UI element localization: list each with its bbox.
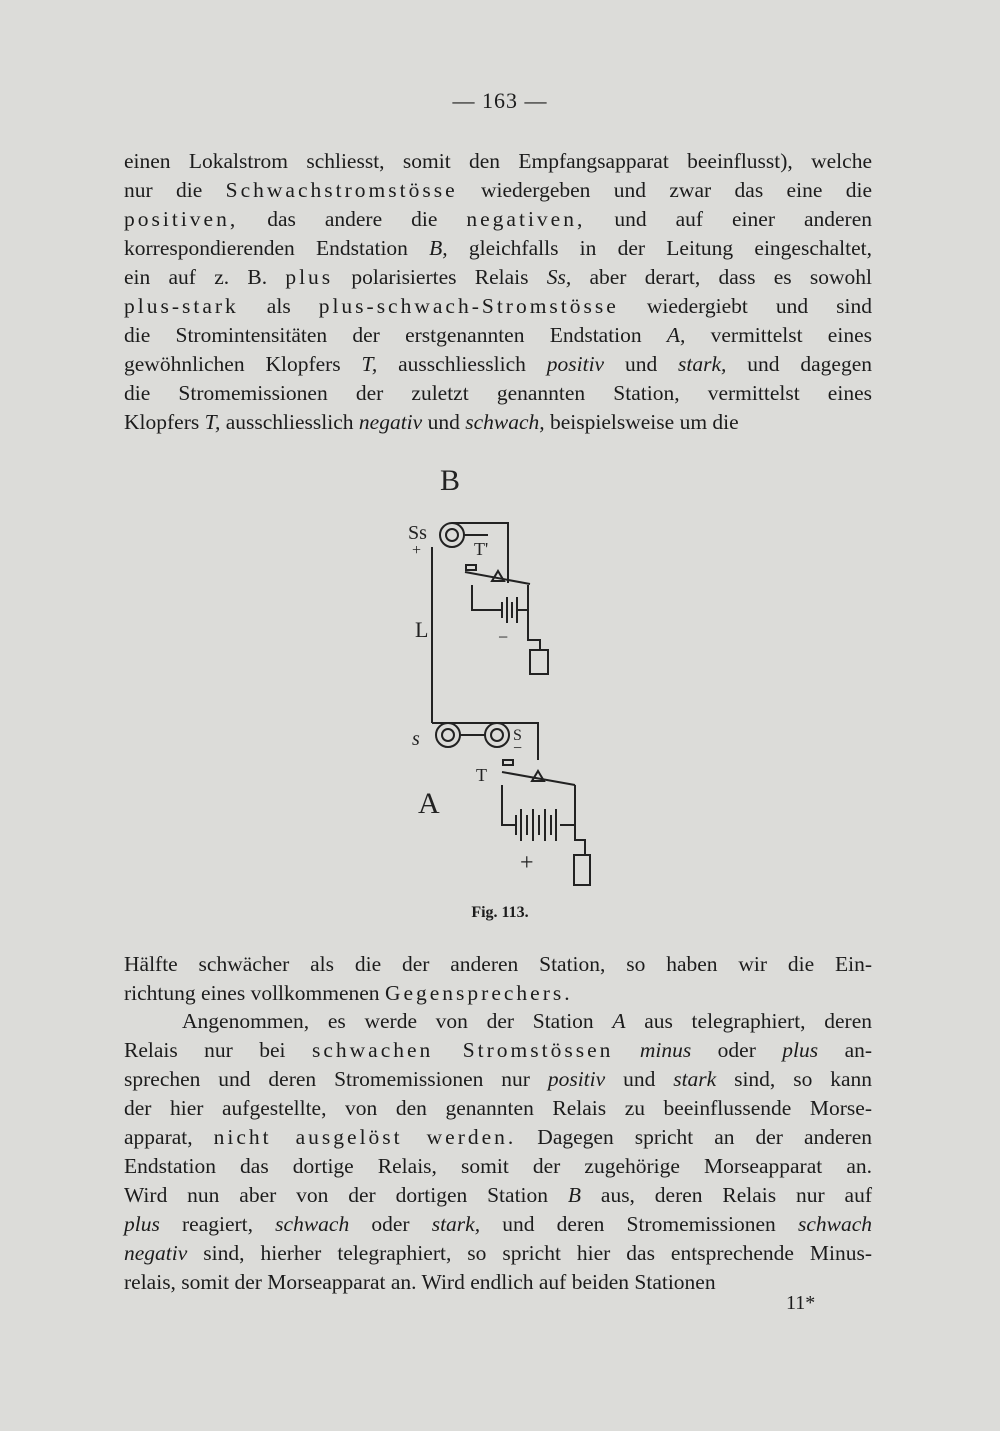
- text-segment: Relais nur bei: [124, 1038, 312, 1062]
- text-segment: sprechen und deren Stromemissionen nur: [124, 1067, 548, 1091]
- text-segment: oder: [691, 1038, 783, 1062]
- text-segment: [613, 1038, 639, 1062]
- text-segment: nicht ausgelöst werden.: [213, 1125, 517, 1149]
- text-segment: schwach: [275, 1212, 350, 1236]
- text-segment: A,: [666, 323, 686, 347]
- text-segment: vermittelst eines: [685, 323, 872, 347]
- text-segment: apparat,: [124, 1125, 214, 1149]
- text-segment: nur die: [124, 178, 226, 202]
- text-segment: und deren Stromemissionen: [480, 1212, 798, 1236]
- text-line: [124, 292, 872, 321]
- text-segment: Schwachstromstösse: [225, 178, 458, 202]
- text-segment: die Stromemissionen der zuletzt genannten Station, vermittelst eines: [124, 381, 872, 405]
- text-segment: plus: [285, 265, 334, 289]
- text-segment: positiv: [546, 352, 605, 376]
- text-segment: ein auf z. B.: [124, 265, 286, 289]
- catchword: 11*: [786, 1292, 816, 1314]
- text-line: [124, 263, 872, 292]
- figure-113-diagram: [390, 455, 610, 900]
- text-segment: und dagegen: [726, 352, 872, 376]
- text-line: [124, 321, 872, 350]
- text-line: [124, 205, 872, 234]
- text-line: [124, 1181, 872, 1210]
- text-segment: Angenommen, es werde von der Station: [182, 1009, 613, 1033]
- text-segment: A: [612, 1009, 626, 1033]
- text-line: [124, 176, 872, 205]
- text-segment: positiven,: [124, 207, 239, 231]
- text-line: [124, 234, 872, 263]
- text-segment: und auf einer anderen: [585, 207, 872, 231]
- ground-plate-bottom: [574, 855, 590, 885]
- text-line: [124, 1094, 872, 1123]
- label-ss: Ss: [408, 522, 427, 544]
- text-segment: sind, hierher telegraphiert, so spricht hier das entsprechende Minus-: [187, 1241, 872, 1265]
- text-segment: gleichfalls in der Leitung eingeschaltet,: [447, 236, 872, 260]
- text-segment: plus: [782, 1038, 819, 1062]
- station-label-b: B: [440, 464, 461, 497]
- text-segment: B: [567, 1183, 582, 1207]
- text-segment: plus-schwach-Stromstösse: [318, 294, 619, 318]
- paragraph-angenommen: [124, 1007, 872, 1297]
- text-line: [124, 1268, 872, 1297]
- text-segment: der hier aufgestellte, von den genannten Relais zu beeinflussende Morse-: [124, 1096, 872, 1120]
- label-t-prime: T': [474, 539, 489, 559]
- label-t: T: [476, 765, 487, 785]
- text-segment: beispielsweise um die: [544, 410, 739, 434]
- text-segment: schwach,: [465, 410, 545, 434]
- paragraph-conclusion: [124, 950, 872, 1008]
- text-segment: relais, somit der Morseapparat an. Wird endlich auf beiden Stationen: [124, 1270, 716, 1294]
- text-line: [124, 1152, 872, 1181]
- text-segment: Endstation das dortige Relais, somit der zugehörige Morseapparat an.: [124, 1154, 872, 1178]
- text-segment: gewöhnlichen Klopfers: [124, 352, 362, 376]
- text-line: [124, 408, 872, 437]
- text-segment: plus: [124, 1212, 160, 1236]
- text-line: [124, 147, 872, 176]
- text-segment: aus telegraphiert, deren: [625, 1009, 872, 1033]
- text-segment: richtung eines vollkommenen: [124, 981, 385, 1005]
- station-label-a: A: [418, 787, 440, 820]
- text-segment: an-: [818, 1038, 873, 1062]
- text-line: [124, 379, 872, 408]
- text-segment: T,: [204, 410, 221, 434]
- label-l: L: [415, 617, 429, 642]
- text-segment: plus-stark: [124, 294, 239, 318]
- text-segment: und: [605, 1067, 674, 1091]
- sign-minus-s: −: [513, 740, 523, 757]
- label-s-upper: S: [513, 727, 522, 744]
- text-segment: Klopfers: [124, 410, 205, 434]
- text-segment: negativen,: [466, 207, 586, 231]
- text-segment: ausschliesslich: [220, 410, 359, 434]
- text-segment: schwachen Stromstössen: [311, 1038, 614, 1062]
- text-segment: Dagegen spricht an der anderen: [516, 1125, 872, 1149]
- text-segment: minus: [639, 1038, 692, 1062]
- text-segment: als: [238, 294, 319, 318]
- text-segment: polarisiertes Relais: [333, 265, 547, 289]
- text-line: [124, 950, 872, 979]
- text-line: [124, 1239, 872, 1268]
- sign-plus-bottom: +: [520, 850, 534, 876]
- text-line: [124, 1036, 872, 1065]
- text-segment: die Stromintensitäten der erstgenannten Endstation: [124, 323, 667, 347]
- text-segment: aber derart, dass es sowohl: [571, 265, 872, 289]
- text-line: [124, 979, 872, 1008]
- text-segment: einen Lokalstrom schliesst, somit den Empfangsapparat beeinflusst), welche: [124, 149, 872, 173]
- relay-ss-coil: [440, 523, 464, 547]
- label-s-lower: s: [412, 728, 420, 750]
- sign-plus-top: +: [412, 542, 422, 559]
- sign-minus-top: −: [498, 627, 509, 647]
- text-segment: reagiert,: [159, 1212, 276, 1236]
- text-segment: Ss,: [546, 265, 572, 289]
- text-line: [124, 350, 872, 379]
- key-t-prime: [465, 572, 530, 584]
- text-segment: T,: [361, 352, 378, 376]
- paragraph-intro: [124, 147, 872, 437]
- text-segment: B,: [429, 236, 448, 260]
- text-segment: das andere die: [238, 207, 467, 231]
- text-segment: stark,: [431, 1212, 481, 1236]
- text-segment: schwach: [797, 1212, 872, 1236]
- text-segment: oder: [349, 1212, 432, 1236]
- text-line: [124, 1007, 872, 1036]
- text-line: [124, 1065, 872, 1094]
- page-number: — 163 —: [452, 88, 548, 113]
- text-segment: stark: [673, 1067, 717, 1091]
- text-segment: negativ: [124, 1241, 188, 1265]
- text-segment: negativ: [358, 410, 423, 434]
- text-segment: stark,: [678, 352, 727, 376]
- text-segment: Gegensprechers.: [384, 981, 573, 1005]
- text-segment: wiedergiebt und sind: [618, 294, 872, 318]
- text-segment: und: [604, 352, 679, 376]
- text-segment: Hälfte schwächer als die der anderen Station, so haben wir die Ein-: [124, 952, 872, 976]
- text-segment: Wird nun aber von der dortigen Station: [124, 1183, 568, 1207]
- relay-s-coil: [436, 723, 460, 747]
- text-segment: aus, deren Relais nur auf: [581, 1183, 872, 1207]
- ground-plate-top: [530, 650, 548, 674]
- text-line: [124, 1123, 872, 1152]
- text-segment: sind, so kann: [716, 1067, 872, 1091]
- text-segment: positiv: [547, 1067, 606, 1091]
- text-segment: und: [422, 410, 466, 434]
- text-line: [124, 1210, 872, 1239]
- key-t: [502, 772, 575, 785]
- figure-caption: Fig. 113.: [471, 904, 529, 921]
- text-segment: ausschliesslich: [377, 352, 547, 376]
- text-segment: wiedergeben und zwar das eine die: [457, 178, 872, 202]
- text-segment: korrespondierenden Endstation: [124, 236, 430, 260]
